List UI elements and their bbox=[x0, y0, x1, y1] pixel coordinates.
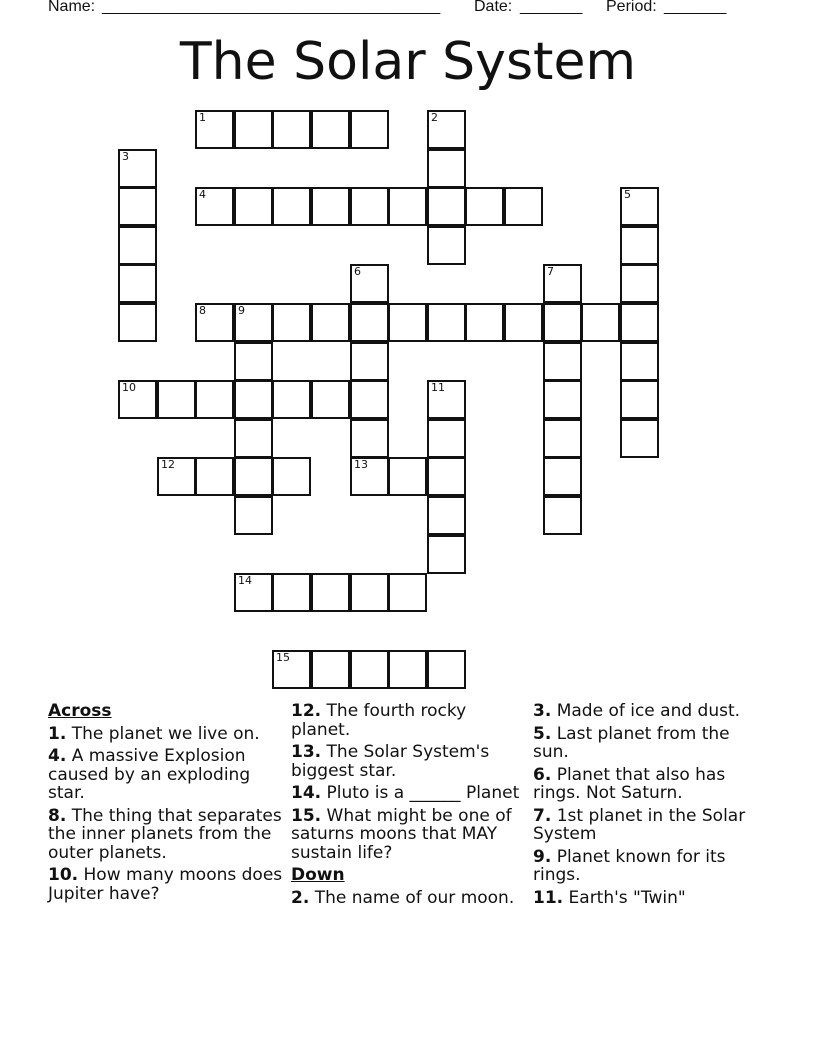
crossword-cell[interactable] bbox=[543, 342, 582, 381]
clue-down-2 bbox=[291, 889, 527, 908]
crossword-cell[interactable] bbox=[350, 264, 389, 303]
clue-across-10 bbox=[48, 866, 284, 903]
crossword-cell[interactable] bbox=[272, 650, 311, 689]
clue-text: Planet known for its rings. bbox=[533, 846, 726, 885]
crossword-cell[interactable] bbox=[118, 303, 157, 342]
date-field[interactable]: _______ bbox=[520, 0, 583, 15]
clue-down-11 bbox=[533, 889, 769, 908]
clue-number-label: 11 bbox=[431, 381, 445, 394]
crossword-cell[interactable] bbox=[620, 419, 659, 458]
crossword-cell[interactable] bbox=[118, 264, 157, 303]
crossword-cell[interactable] bbox=[427, 110, 466, 149]
crossword-cell[interactable] bbox=[311, 187, 350, 226]
crossword-cell[interactable] bbox=[350, 187, 389, 226]
crossword-cell[interactable] bbox=[157, 457, 196, 496]
crossword-cell[interactable] bbox=[118, 149, 157, 188]
clue-number: 13. bbox=[291, 742, 322, 762]
clue-number-label: 6 bbox=[354, 265, 361, 278]
clue-across-14 bbox=[291, 784, 527, 803]
down-heading: Down bbox=[291, 865, 345, 885]
crossword-cell[interactable] bbox=[543, 380, 582, 419]
crossword-cell[interactable] bbox=[195, 110, 234, 149]
clue-number: 5. bbox=[533, 723, 552, 744]
clue-number-label: 12 bbox=[161, 458, 175, 471]
crossword-cell[interactable] bbox=[504, 187, 543, 226]
clue-across-12 bbox=[291, 702, 527, 739]
clue-number: 11. bbox=[533, 887, 564, 908]
clues-column-2 bbox=[291, 702, 527, 911]
crossword-cell[interactable] bbox=[504, 303, 543, 342]
clue-text: The thing that separates the inner planets from the outer planets. bbox=[48, 805, 282, 863]
clue-text: What might be one of saturns moons that MAY sustain life? bbox=[291, 805, 512, 863]
crossword-cell[interactable] bbox=[272, 110, 311, 149]
crossword-cell[interactable] bbox=[620, 187, 659, 226]
crossword-cell[interactable] bbox=[427, 149, 466, 188]
clue-text: Earth's "Twin" bbox=[563, 887, 686, 908]
clue-down-7 bbox=[533, 807, 769, 844]
crossword-cell[interactable] bbox=[388, 187, 427, 226]
clue-number-label: 5 bbox=[624, 188, 631, 201]
period-label: Period: bbox=[606, 0, 657, 15]
crossword-cell[interactable] bbox=[620, 303, 659, 342]
clue-number: 3. bbox=[533, 701, 552, 721]
clue-number: 6. bbox=[533, 764, 552, 785]
crossword-cell[interactable] bbox=[195, 187, 234, 226]
clue-across-15 bbox=[291, 807, 527, 863]
crossword-cell[interactable] bbox=[195, 457, 234, 496]
clue-text: The fourth rocky planet. bbox=[291, 701, 467, 740]
clue-number: 14. bbox=[291, 783, 322, 803]
clue-number: 15. bbox=[291, 805, 322, 826]
crossword-cell[interactable] bbox=[388, 303, 427, 342]
clue-number-label: 13 bbox=[354, 458, 368, 471]
crossword-cell[interactable] bbox=[234, 380, 273, 419]
crossword-cell[interactable] bbox=[543, 457, 582, 496]
crossword-cell[interactable] bbox=[234, 110, 273, 149]
crossword-cell[interactable] bbox=[350, 650, 389, 689]
clue-number: 9. bbox=[533, 846, 552, 867]
crossword-cell[interactable] bbox=[350, 303, 389, 342]
clue-text: A massive Explosion caused by an exploding star. bbox=[48, 746, 251, 803]
crossword-cell[interactable] bbox=[118, 380, 157, 419]
crossword-cell[interactable] bbox=[350, 573, 389, 612]
crossword-cell[interactable] bbox=[272, 573, 311, 612]
crossword-cell[interactable] bbox=[311, 650, 350, 689]
clue-across-4 bbox=[48, 747, 284, 803]
crossword-cell[interactable] bbox=[272, 457, 311, 496]
period-field[interactable]: _______ bbox=[664, 0, 727, 15]
clues-column-3 bbox=[533, 702, 769, 911]
crossword-cell[interactable] bbox=[427, 650, 466, 689]
crossword-cell[interactable] bbox=[311, 303, 350, 342]
clue-number-label: 9 bbox=[238, 304, 245, 317]
crossword-cell[interactable] bbox=[350, 380, 389, 419]
clue-text: The Solar System's biggest star. bbox=[291, 742, 490, 781]
clue-number: 4. bbox=[48, 746, 67, 766]
crossword-cell[interactable] bbox=[388, 650, 427, 689]
crossword-cell[interactable] bbox=[620, 380, 659, 419]
crossword-cell[interactable] bbox=[311, 110, 350, 149]
clue-text: Pluto is a ______ Planet bbox=[321, 783, 520, 803]
crossword-cell[interactable] bbox=[465, 187, 504, 226]
clue-number-label: 10 bbox=[122, 381, 136, 394]
clue-number-label: 7 bbox=[547, 265, 554, 278]
crossword-cell[interactable] bbox=[427, 457, 466, 496]
crossword-cell[interactable] bbox=[427, 380, 466, 419]
name-label: Name: bbox=[48, 0, 96, 15]
clue-number: 1. bbox=[48, 723, 67, 744]
crossword-cell[interactable] bbox=[620, 342, 659, 381]
clue-text: Planet that also has rings. Not Saturn. bbox=[533, 764, 726, 803]
crossword-cell[interactable] bbox=[350, 342, 389, 381]
crossword-cell[interactable] bbox=[234, 187, 273, 226]
clue-text: How many moons does Jupiter have? bbox=[48, 865, 283, 904]
crossword-cell[interactable] bbox=[272, 380, 311, 419]
clue-text: Made of ice and dust. bbox=[551, 701, 741, 721]
crossword-cell[interactable] bbox=[234, 303, 273, 342]
clue-text: The name of our moon. bbox=[309, 887, 515, 908]
clue-number-label: 14 bbox=[238, 574, 252, 587]
crossword-cell[interactable] bbox=[234, 573, 273, 612]
clue-across-8 bbox=[48, 807, 284, 863]
clue-down-5 bbox=[533, 725, 769, 762]
crossword-cell[interactable] bbox=[543, 264, 582, 303]
crossword-cell[interactable] bbox=[581, 303, 620, 342]
crossword-cell[interactable] bbox=[118, 226, 157, 265]
clue-number: 12. bbox=[291, 701, 322, 721]
crossword-cell[interactable] bbox=[118, 187, 157, 226]
crossword-cell[interactable] bbox=[620, 226, 659, 265]
clue-text: Last planet from the sun. bbox=[533, 723, 730, 762]
crossword-cell[interactable] bbox=[272, 303, 311, 342]
clue-down-3 bbox=[533, 702, 769, 721]
across-heading: Across bbox=[48, 701, 112, 721]
clue-down-9 bbox=[533, 848, 769, 885]
crossword-cell[interactable] bbox=[234, 342, 273, 381]
crossword-cell[interactable] bbox=[543, 496, 582, 535]
clue-across-1 bbox=[48, 725, 284, 744]
page-title: The Solar System bbox=[179, 32, 637, 92]
crossword-cell[interactable] bbox=[543, 303, 582, 342]
crossword-cell[interactable] bbox=[427, 226, 466, 265]
crossword-cell[interactable] bbox=[465, 303, 504, 342]
clue-number: 10. bbox=[48, 865, 79, 885]
clue-text: 1st planet in the Solar System bbox=[533, 805, 746, 844]
crossword-cell[interactable] bbox=[234, 457, 273, 496]
date-label: Date: bbox=[474, 0, 513, 15]
crossword-cell[interactable] bbox=[543, 419, 582, 458]
clue-down-6 bbox=[533, 766, 769, 803]
crossword-cell[interactable] bbox=[157, 380, 196, 419]
crossword-cell[interactable] bbox=[388, 573, 427, 612]
clue-number-label: 15 bbox=[276, 651, 290, 664]
crossword-cell[interactable] bbox=[388, 457, 427, 496]
crossword-cell[interactable] bbox=[311, 573, 350, 612]
crossword-cell[interactable] bbox=[234, 496, 273, 535]
crossword-cell[interactable] bbox=[350, 110, 389, 149]
crossword-cell[interactable] bbox=[350, 419, 389, 458]
crossword-cell[interactable] bbox=[427, 535, 466, 574]
clue-number: 2. bbox=[291, 887, 310, 908]
crossword-cell[interactable] bbox=[311, 380, 350, 419]
crossword-cell[interactable] bbox=[620, 264, 659, 303]
clue-number: 7. bbox=[533, 805, 552, 826]
clue-number-label: 4 bbox=[199, 188, 206, 201]
crossword-cell[interactable] bbox=[427, 187, 466, 226]
clue-number-label: 8 bbox=[199, 304, 206, 317]
name-field[interactable]: ______________________________________ bbox=[102, 0, 441, 15]
clue-number-label: 3 bbox=[122, 150, 129, 163]
clue-number: 8. bbox=[48, 805, 67, 826]
crossword-cell[interactable] bbox=[195, 303, 234, 342]
clue-number-label: 2 bbox=[431, 111, 438, 124]
clue-number-label: 1 bbox=[199, 111, 206, 124]
clue-text: The planet we live on. bbox=[66, 723, 260, 744]
crossword-cell[interactable] bbox=[234, 419, 273, 458]
crossword-cell[interactable] bbox=[195, 380, 234, 419]
crossword-cell[interactable] bbox=[427, 496, 466, 535]
crossword-cell[interactable] bbox=[427, 303, 466, 342]
clue-across-13 bbox=[291, 743, 527, 780]
crossword-cell[interactable] bbox=[272, 187, 311, 226]
crossword-cell[interactable] bbox=[350, 457, 389, 496]
clues-column-1 bbox=[48, 702, 284, 907]
crossword-cell[interactable] bbox=[427, 419, 466, 458]
